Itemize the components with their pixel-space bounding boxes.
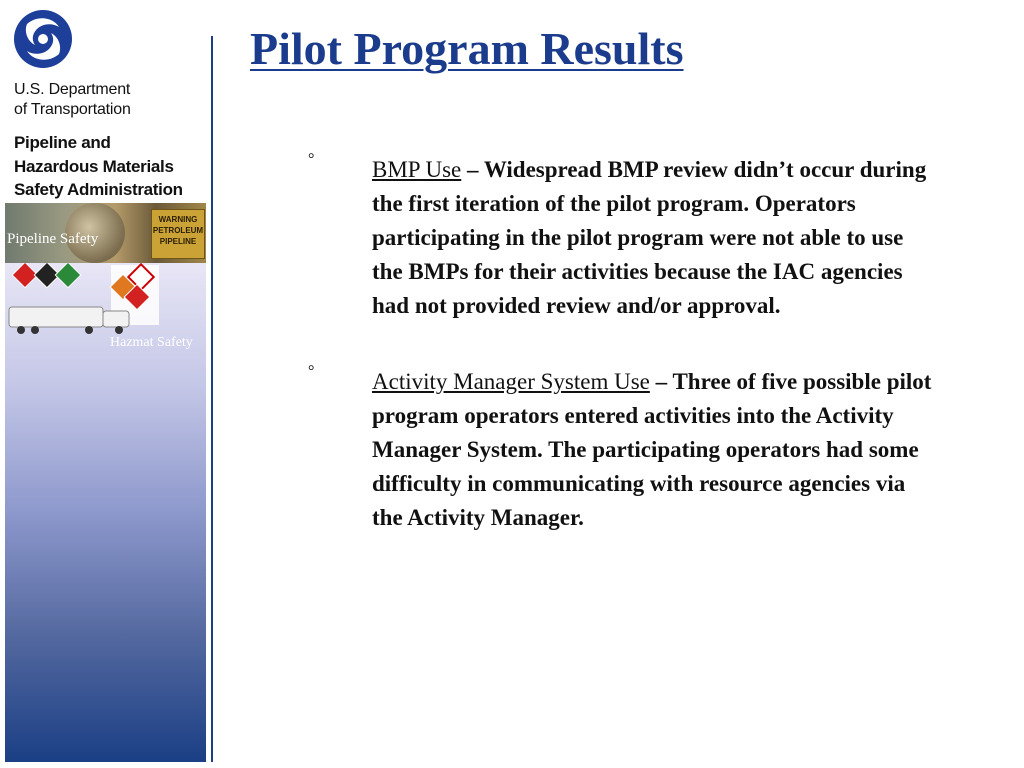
pipeline-photo-banner <box>5 203 206 263</box>
dot-logo-icon <box>13 9 73 69</box>
bullet-icon: ° <box>308 363 315 380</box>
bullet-text <box>372 365 932 535</box>
bullet-term: Activity Manager System Use <box>372 369 650 394</box>
agency-name <box>14 131 183 202</box>
department-line: of Transportation <box>14 101 131 118</box>
bullet-text <box>372 153 932 323</box>
warning-sign-image: WARNING PETROLEUM PIPELINE <box>151 209 205 259</box>
agency-line: Hazardous Materials <box>14 156 174 176</box>
bullet-body: – Widespread BMP review didn’t occur during the first iteration of the pilot program. Operators participating in the pilot program were not able to use the BMPs for their activities because the IAC agencies had not provided review and/or approval. <box>372 157 927 318</box>
bullet-body: – Three of five possible pilot program operators entered activities into the Activity Manager System. The participating operators had some difficulty in communicating with resource agencies via the Activity Manager. <box>372 369 932 530</box>
vertical-divider <box>211 36 213 762</box>
bullet-term: BMP Use <box>372 157 462 182</box>
hazmat-safety-label: Hazmat Safety <box>110 335 193 350</box>
pipeline-safety-label: Pipeline Safety <box>7 231 99 247</box>
bullet-icon: ° <box>308 151 315 168</box>
slide-title: Pilot Program Results <box>250 23 684 74</box>
hazmat-truck-icon <box>5 263 206 343</box>
agency-line: Safety Administration <box>14 180 183 199</box>
department-line: U.S. Department <box>14 81 131 98</box>
agency-line: Pipeline and <box>14 133 111 152</box>
sidebar-branding <box>0 0 212 768</box>
department-name <box>14 80 131 120</box>
